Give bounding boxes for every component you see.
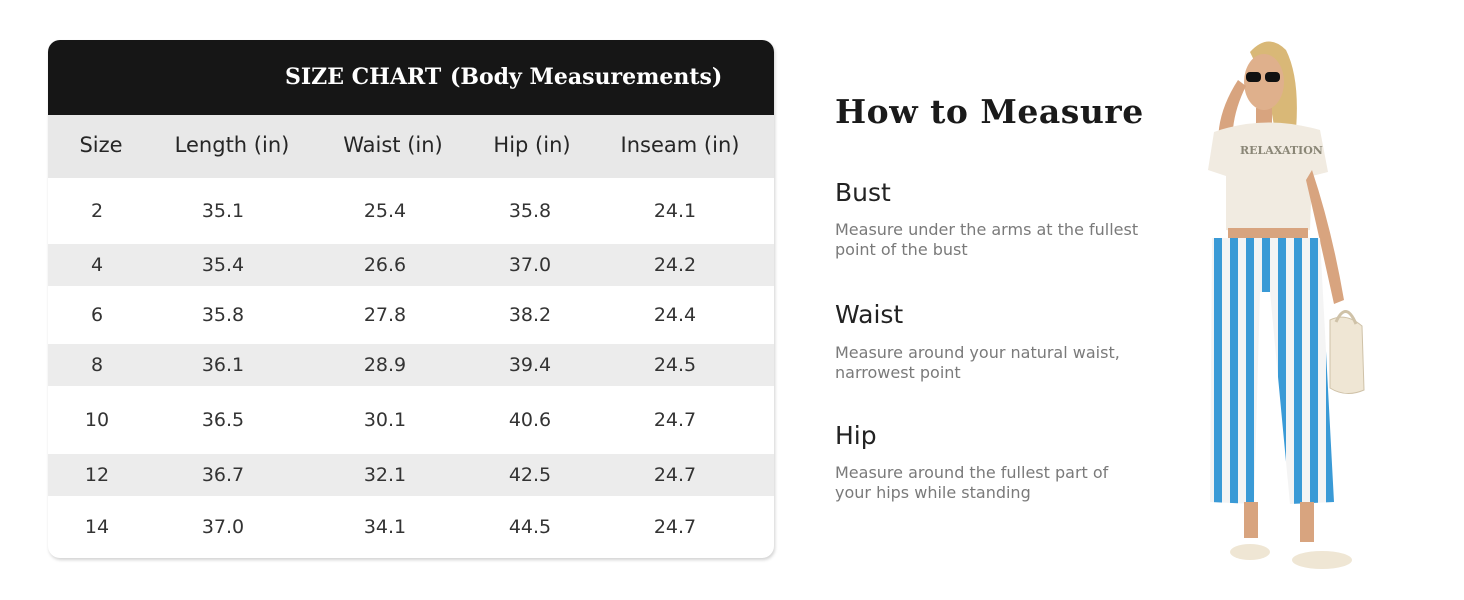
model-illustration (1150, 30, 1380, 580)
cell-length: 35.8 (201, 304, 245, 326)
cell-waist: 28.9 (363, 354, 407, 376)
cell-waist: 32.1 (363, 464, 407, 486)
cell-size: 14 (84, 516, 110, 538)
sunglasses-lens-right (1265, 72, 1280, 82)
cell-hip: 42.5 (508, 464, 552, 486)
cell-size: 2 (90, 200, 104, 222)
measure-label-bust: Bust (835, 178, 891, 207)
cell-size: 6 (90, 304, 104, 326)
cell-hip: 40.6 (508, 409, 552, 431)
cell-hip: 35.8 (508, 200, 552, 222)
table-row (48, 344, 774, 386)
size-chart-subtitle: (Body Measurements) (450, 64, 723, 90)
cell-length: 36.5 (201, 409, 245, 431)
how-to-measure-title: How to Measure (835, 92, 1144, 131)
cell-length: 36.1 (201, 354, 245, 376)
sunglasses-icon (1246, 72, 1261, 82)
cell-inseam: 24.1 (653, 200, 697, 222)
column-header-size: Size (79, 133, 123, 157)
table-row (48, 178, 774, 244)
measure-label-waist: Waist (835, 300, 904, 329)
cell-length: 35.1 (201, 200, 245, 222)
cell-hip: 38.2 (508, 304, 552, 326)
shirt-print: RELAXATION (1240, 144, 1323, 157)
cell-inseam: 24.7 (653, 464, 697, 486)
cell-length: 35.4 (201, 254, 245, 276)
cell-size: 8 (90, 354, 104, 376)
leg-left (1244, 502, 1258, 538)
leg-right (1300, 502, 1314, 542)
column-header-inseam: Inseam (in) (620, 133, 740, 157)
table-row (48, 286, 774, 344)
sandal-left-icon (1230, 544, 1270, 560)
table-row (48, 386, 774, 454)
size-chart-table (48, 40, 774, 558)
size-chart-column-headers (48, 115, 774, 178)
cell-inseam: 24.5 (653, 354, 697, 376)
size-chart-header (48, 40, 774, 115)
cell-length: 36.7 (201, 464, 245, 486)
cell-inseam: 24.7 (653, 409, 697, 431)
cell-waist: 34.1 (363, 516, 407, 538)
sandal-right-icon (1292, 551, 1352, 569)
cell-waist: 25.4 (363, 200, 407, 222)
cell-size: 12 (84, 464, 110, 486)
column-header-length: Length (in) (174, 133, 290, 157)
model-photo (1150, 30, 1380, 580)
cell-waist: 27.8 (363, 304, 407, 326)
cell-inseam: 24.7 (653, 516, 697, 538)
table-row (48, 496, 774, 558)
cell-hip: 37.0 (508, 254, 552, 276)
measure-description-hip: Measure around the fullest part of your hips while standing (835, 463, 1109, 502)
size-chart-title: SIZE CHART (285, 64, 442, 90)
cell-hip: 44.5 (508, 516, 552, 538)
striped-pants (1210, 238, 1334, 504)
cell-inseam: 24.2 (653, 254, 697, 276)
measure-label-hip: Hip (835, 421, 877, 450)
cell-waist: 26.6 (363, 254, 407, 276)
table-row (48, 454, 774, 496)
handbag-icon (1330, 317, 1364, 393)
column-header-hip: Hip (in) (493, 133, 571, 157)
cell-waist: 30.1 (363, 409, 407, 431)
cell-size: 4 (90, 254, 104, 276)
measure-description-waist: Measure around your natural waist, narrowest point (835, 343, 1120, 382)
column-header-waist: Waist (in) (343, 133, 443, 157)
size-chart-body (48, 178, 774, 558)
cell-hip: 39.4 (508, 354, 552, 376)
table-row (48, 244, 774, 286)
cell-inseam: 24.4 (653, 304, 697, 326)
measure-description-bust: Measure under the arms at the fullest point of the bust (835, 220, 1139, 259)
cell-length: 37.0 (201, 516, 245, 538)
cell-size: 10 (84, 409, 110, 431)
